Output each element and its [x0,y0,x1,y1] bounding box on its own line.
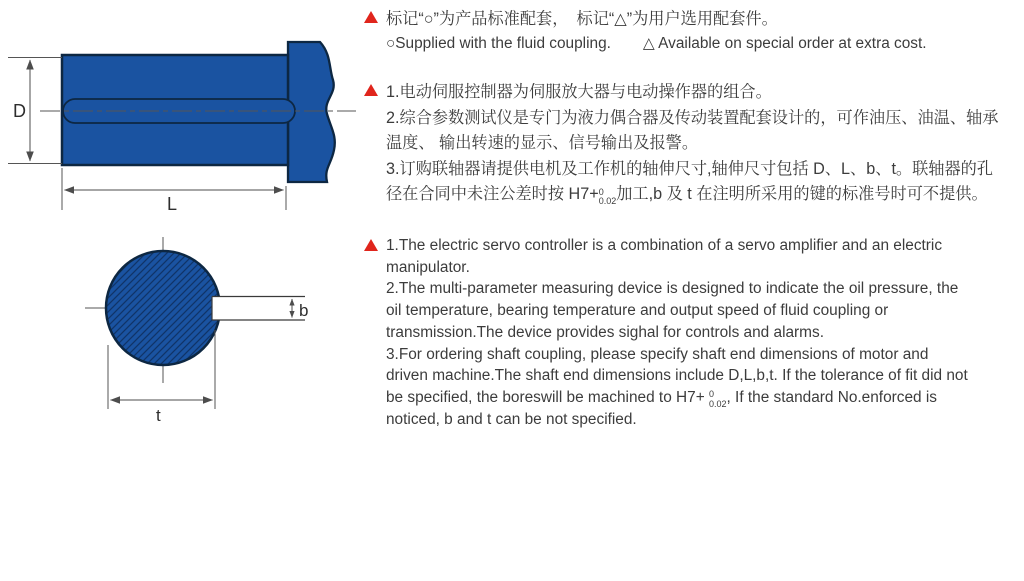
en-note-line: oil temperature, bearing temperature and output speed of fluid coupling or [386,302,889,320]
legend-line-en [386,32,927,55]
cn-note-line: 1.电动伺服控制器为伺服放大器与电动操作器的组合。 [386,83,772,101]
cn-note-line [386,182,998,208]
en-note-line: driven machine.The shaft end dimensions include D,L,b,t. If the tolerance of fit did not [386,367,968,385]
notes-chinese-block [364,80,998,208]
tolerance-stack [709,390,727,409]
red-triangle-icon [364,239,378,251]
shaft-section-circle [106,251,220,365]
dim-label-l: L [167,194,178,214]
legend-line-cn: 标记“○”为产品标准配套， 标记“△”为用户选用配套件。 [386,10,778,28]
cn-note-line: 温度、 输出转速的显示、信号输出及报警。 [386,134,699,153]
legend-note-block [364,7,927,55]
dim-label-d: D [13,101,26,121]
en-note-line: transmission.The device provides sighal for controls and alarms. [386,323,824,341]
tolerance-sup: 0 [708,389,714,400]
en-tolerance-post: , If the standard No.enforced is [726,388,937,406]
en-note-line: noticed, b and t can be not specified. [386,411,637,429]
cn-tolerance-pre: 径在合同中未注公差时按 H7+ [386,185,599,204]
shaft-dimension-diagram [0,0,360,460]
en-tolerance-pre: be specified, the boreswill be machined to H7+ [386,388,709,406]
en-note-line: 3.For ordering shaft coupling, please specify shaft end dimensions of motor and [386,345,929,363]
notes-english-block [364,235,968,431]
en-note-line: 2.The multi-parameter measuring device is designed to indicate the oil pressure, the [386,280,959,298]
en-note-line: manipulator. [386,258,470,276]
cn-note-line: 3.订购联轴器请提供电机及工作机的轴伸尺寸,轴伸尺寸包括 D、L、b、t。联轴器的孔 [386,159,994,178]
legend-optional-text: △ Available on special order at extra cost. [642,35,927,52]
keyway-notch [212,297,226,321]
dim-label-t: t [156,406,161,425]
tolerance-sup: 0 [598,186,604,197]
tolerance-sub: 0.02 [708,398,727,409]
shaft-drawing-area [0,0,360,460]
dim-label-b: b [299,301,309,320]
shaft-side-view [8,42,356,214]
en-note-line: 1.The electric servo controller is a combination of a servo amplifier and an electric [386,237,943,254]
legend-standard-text: ○Supplied with the fluid coupling. [386,35,611,52]
tolerance-sub: 0.02 [598,196,617,207]
cn-tolerance-post: 加工,b 及 t 在注明所采用的键的标准号时可不提供。 [616,185,988,204]
red-triangle-icon [364,11,378,23]
en-note-line [386,387,968,410]
red-triangle-icon [364,84,378,96]
tolerance-stack [599,188,617,207]
shaft-section-view [85,237,308,425]
cn-note-line: 2.综合参数测试仪是专门为液力偶合器及传动装置配套设计的，可作油压、油温、轴承 [386,108,999,127]
